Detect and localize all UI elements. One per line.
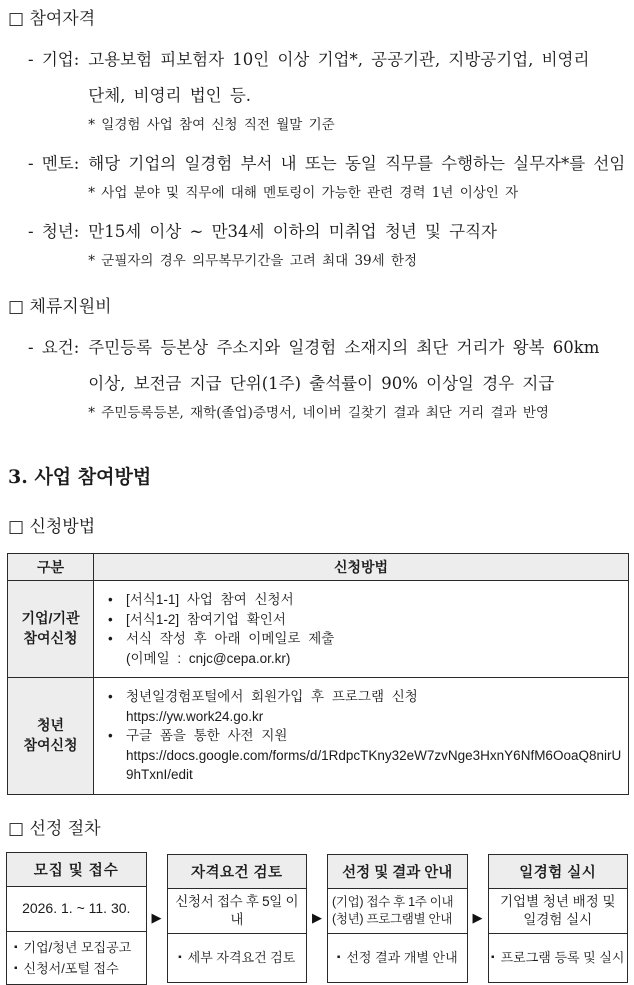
column-header-method: 신청방법 [94,554,629,581]
step-detail-text: 선정 결과 개별 안내 [346,947,457,968]
item-line: 주민등록 등본상 주소지와 일경험 소재지의 최단 거리가 왕복 60km [88,337,628,359]
step-details [168,934,307,982]
square-bullet-icon: ▪ [337,947,341,968]
list-item-youth [28,221,628,270]
method-entry [100,746,622,785]
heading-participation: □ 참여자격 [8,8,628,30]
table-row-youth [8,678,629,795]
step-title: 모집 및 접수 [7,853,146,887]
method-entry [100,649,622,669]
heading-apply-method: □ 신청방법 [8,516,628,538]
bullet-icon [108,649,122,669]
step-middle-line: 일경험 실시 [491,911,626,929]
arrow-right-icon: ▶ [147,910,167,926]
bullet-icon [108,746,122,785]
step-middle [7,887,146,932]
item-line: 단체, 비영리 법인 등. [88,85,628,107]
item-line: 만15세 이상 ~ 만34세 이하의 미취업 청년 및 구직자 [88,221,628,243]
entry-text: 구글 폼을 통한 사전 지원 [126,726,622,746]
category-line: 참여신청 [10,629,91,649]
step-title: 일경험 실시 [489,855,628,889]
category-line: 기업/기관 [10,609,91,629]
table-row-company [8,581,629,678]
square-bullet-icon: ▪ [491,947,495,968]
step-detail-line [178,947,295,968]
category-cell [8,581,94,678]
entry-text: 서식 작성 후 아래 이메일로 제출 [126,629,622,649]
step-details [489,934,628,982]
step-detail-text: 기업/청년 모집공고 [24,937,132,958]
item-lines [88,221,628,270]
process-step-experience [488,854,629,983]
bullet-icon: • [108,629,122,649]
bullet-icon: • [108,610,122,630]
process-step-recruit [6,852,147,985]
category-line: 청년 [10,716,91,736]
item-note: * 주민등록등본, 재학(졸업)증명서, 네이버 길찾기 결과 최단 거리 결과 반영 [88,405,628,422]
arrow-right-icon: ▶ [307,910,327,926]
method-entry [100,590,622,610]
heading-selection-process: □ 선정 절차 [8,818,628,840]
item-label: - 청년: [28,221,79,270]
method-entry [100,707,622,727]
item-label: - 기업: [28,49,79,134]
entry-text: [서식1-2] 참여기업 확인서 [126,610,622,630]
step-detail-line [14,937,131,958]
item-line: 고용보험 피보험자 10인 이상 기업*, 공공기관, 지방공기업, 비영리 [88,49,628,71]
step-middle [168,889,307,934]
step-middle-line: (청년) 프로그램별 안내 [332,911,465,928]
methods-cell [94,581,629,678]
step-detail-text: 프로그램 등록 및 실시 [501,947,625,968]
step-details [7,932,146,985]
category-line: 참여신청 [10,736,91,756]
entry-text-email: (이메일 : cnjc@cepa.or.kr) [126,649,622,669]
column-header-category: 구분 [8,554,94,581]
step-middle-line: 2026. 1. ~ 11. 30. [9,899,144,918]
step-title: 선정 및 결과 안내 [328,855,467,889]
application-method-table [7,553,629,795]
entry-text-url: https://yw.work24.go.kr [126,707,622,727]
bullet-icon: • [108,590,122,610]
entry-text: [서식1-1] 사업 참여 신청서 [126,590,622,610]
selection-process-flow [6,852,628,985]
square-bullet-icon: ▪ [14,958,18,979]
step-detail-text: 신청서/포털 접수 [24,958,119,979]
step-detail-line [337,947,458,968]
item-label: - 멘토: [28,153,79,202]
item-note: * 일경험 사업 참여 신청 직전 월말 기준 [88,117,628,134]
step-title: 자격요건 검토 [168,855,307,889]
bullet-icon [108,707,122,727]
method-entry [100,629,622,649]
section-title: 3. 사업 참여방법 [8,465,628,489]
item-line: 이상, 보전금 지급 단위(1주) 출석률이 90% 이상일 경우 지급 [88,373,628,395]
method-entry [100,726,622,746]
step-middle-line: 신청서 접수 후 5일 이내 [170,893,305,929]
category-cell [8,678,94,795]
item-note: * 사업 분야 및 직무에 대해 멘토링이 가능한 관련 경력 1년 이상인 자 [88,185,628,202]
arrow-right-icon: ▶ [468,910,488,926]
method-entry [100,687,622,707]
entry-text: 청년일경험포털에서 회원가입 후 프로그램 신청 [126,687,622,707]
process-step-review [167,854,308,983]
square-bullet-icon: ▪ [14,937,18,958]
step-detail-text: 세부 자격요건 검토 [188,947,296,968]
method-entry [100,610,622,630]
square-bullet-icon: ▪ [178,947,182,968]
list-item-requirement [28,337,628,422]
item-lines [88,337,628,422]
process-step-selection [327,854,468,983]
list-item-company [28,49,628,134]
table-header-row [8,554,629,581]
heading-stay-support: □ 체류지원비 [8,296,628,318]
step-middle [328,889,467,934]
bullet-icon: • [108,726,122,746]
methods-cell [94,678,629,795]
step-middle [489,889,628,934]
item-line: 해당 기업의 일경험 부서 내 또는 동일 직무를 수행하는 실무자*를 선임 [88,153,628,175]
step-middle-line: (기업) 접수 후 1주 이내 [332,894,465,911]
step-middle-line: 기업별 청년 배정 및 [491,893,626,911]
step-details [328,934,467,982]
item-label: - 요건: [28,337,79,422]
step-detail-line [491,947,624,968]
step-detail-line [14,958,119,979]
item-lines [88,153,628,202]
bullet-icon: • [108,687,122,707]
item-note: * 군필자의 경우 의무복무기간을 고려 최대 39세 한정 [88,253,628,270]
item-lines [88,49,628,134]
list-item-mentor [28,153,628,202]
entry-text-url: https://docs.google.com/forms/d/1RdpcTKny32eW7zvNge3HxnY6NfM6OoaQ8nirU9hTxnI/edit [126,746,622,785]
